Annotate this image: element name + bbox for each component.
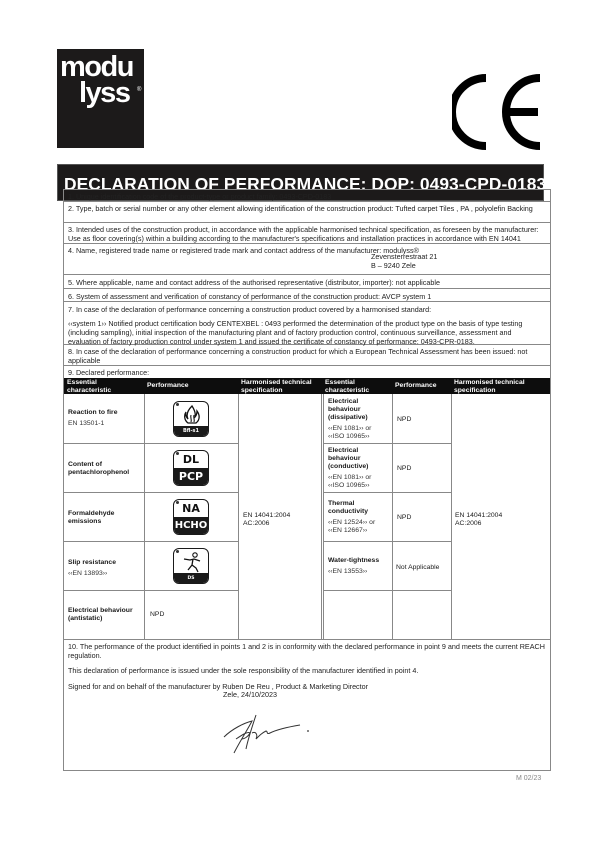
- flame-icon: [183, 405, 201, 425]
- section-10-line-1: 10. The performance of the product identified in points 1 and 2 is in conformity with the declared performance in point 9 and meets the current REACH: [68, 642, 545, 651]
- left-harmonised-spec: EN 14041:2004 AC:2006: [243, 512, 291, 527]
- modulyss-logo: [57, 49, 144, 148]
- divider: [64, 590, 238, 591]
- section-7-body: ‹‹system 1›› Notified product certification body CENTEXBEL : 0493 performed the determination of the product type on the basis of type testing (including sampling), initial inspection of the manufacturing plant and of factory production control, continuous surveillance, assessment and evaluation of factory production control under system 1 and issued the certificate of constancy of performance: 0493-CPR-0183.: [68, 319, 523, 346]
- characteristic-dissipative: Electrical behaviour (dissipative) ‹‹EN 1081›› or ‹‹ISO 10965››: [328, 398, 372, 440]
- divider: [323, 541, 451, 542]
- divider: [64, 492, 238, 493]
- manufacturer-address: [371, 253, 437, 270]
- slipping-person-icon: [181, 551, 203, 573]
- signature: [222, 709, 312, 759]
- divider: [323, 590, 451, 591]
- place-date: Zele, 24/10/2023: [223, 690, 277, 699]
- performance-dissipative: NPD: [397, 416, 412, 423]
- section-3: 3. Intended uses of the construction product, in accordance with the applicable harmonised technical specification, as foreseen by the manufacturer: Use as floor covering(s) within a building according to the manufacturer's specifications and installation practices in accordance with EN 14041: [64, 223, 550, 244]
- header-spec-left: Harmonised technical specification: [238, 378, 322, 394]
- performance-antistatic: NPD: [150, 611, 165, 618]
- header-spec-right: Harmonised technical specification: [451, 378, 550, 394]
- characteristic-thermal-conductivity: Thermal conductivity ‹‹EN 12524›› or ‹‹EN 12667››: [328, 500, 376, 534]
- characteristic-formaldehyde: Formaldehyde emissions: [68, 510, 115, 525]
- section-1: 1. Unique identification code of the product-type or product family: 0493-CPD-0183: [64, 190, 550, 202]
- divider: [64, 639, 550, 640]
- form-code: M 02/23: [516, 775, 542, 782]
- divider: [64, 541, 238, 542]
- divider: [144, 394, 145, 639]
- performance-conductive: NPD: [397, 465, 412, 472]
- section-10-line-2: regulation.: [68, 651, 102, 660]
- section-9: 9. Declared performance:: [68, 368, 150, 377]
- logo-line-1: modu: [60, 51, 133, 83]
- logo-line-2: lyss: [79, 77, 130, 109]
- characteristic-reaction-to-fire: Reaction to fire EN 13501-1: [68, 409, 118, 427]
- performance-thermal-conductivity: NPD: [397, 514, 412, 521]
- section-7: [64, 302, 550, 345]
- signed-by: Signed for and on behalf of the manufacturer by Ruben De Reu , Product & Marketing Director: [68, 682, 369, 691]
- divider: [238, 394, 239, 639]
- divider: [321, 394, 322, 639]
- right-harmonised-spec: EN 14041:2004 AC:2006: [455, 512, 503, 527]
- header-essential-characteristic-right: Essential characteristic: [322, 378, 392, 394]
- characteristic-slip-resistance: Slip resistance ‹‹EN 13893››: [68, 559, 116, 577]
- section-4: [64, 244, 550, 275]
- declaration-frame: [63, 189, 551, 771]
- characteristic-antistatic: Electrical behaviour (antistatic): [68, 607, 133, 622]
- pcp-icon: DL PCP: [173, 450, 209, 486]
- manufacturer-label: 4. Name, registered trade name or registered trade mark and contact address of the manufacturer: modulyss®: [68, 246, 419, 255]
- address-street: Zevensterrestraat 21: [371, 252, 438, 261]
- divider: [451, 394, 452, 639]
- section-6: 6. System of assessment and verification of constancy of performance of the construction product: AVCP system 1: [64, 289, 550, 302]
- characteristic-pentachlorophenol: Content of pentachlorophenol: [68, 461, 130, 476]
- divider: [64, 443, 238, 444]
- divider: [323, 443, 451, 444]
- performance-water-tightness: Not Applicable: [396, 564, 440, 571]
- document-title: DECLARATION OF PERFORMANCE: DOP: 0493-CPD-0183: [64, 174, 547, 194]
- ce-mark-icon: [452, 74, 548, 150]
- characteristic-conductive: Electrical behaviour (conductive) ‹‹EN 1081›› or ‹‹ISO 10965››: [328, 447, 372, 489]
- responsibility-statement: This declaration of performance is issued under the sole responsibility of the manufacturer identified in point 4.: [68, 666, 419, 675]
- divider: [323, 492, 451, 493]
- divider: [323, 394, 324, 639]
- section-5: 5. Where applicable, name and contact address of the authorised representative (distributor, importer): not applicable: [64, 275, 550, 289]
- characteristic-water-tightness: Water-tightness ‹‹EN 13553››: [328, 557, 380, 575]
- section-7-title: 7. In case of the declaration of performance concerning a construction product covered by a harmonised standard:: [68, 305, 432, 314]
- slip-resistance-icon: DS: [173, 548, 209, 584]
- header-performance-left: Performance: [144, 378, 238, 394]
- registered-mark: ®: [137, 87, 142, 93]
- hcho-icon: NA HCHO: [173, 499, 209, 535]
- header-performance-right: Performance: [392, 378, 451, 394]
- fire-class-icon: Bfl-s1: [173, 401, 209, 437]
- header-essential-characteristic-left: Essential characteristic: [64, 378, 144, 394]
- section-8: 8. In case of the declaration of performance concerning a construction product for which a European Technical Assessment has been issued: not applicable: [64, 345, 550, 366]
- address-city: B – 9240 Zele: [371, 260, 416, 270]
- divider: [392, 394, 393, 639]
- section-2: 2. Type, batch or serial number or any other element allowing identification of the construction product: Tufted carpet Tiles , PA , polyolefin Backing: [64, 202, 550, 223]
